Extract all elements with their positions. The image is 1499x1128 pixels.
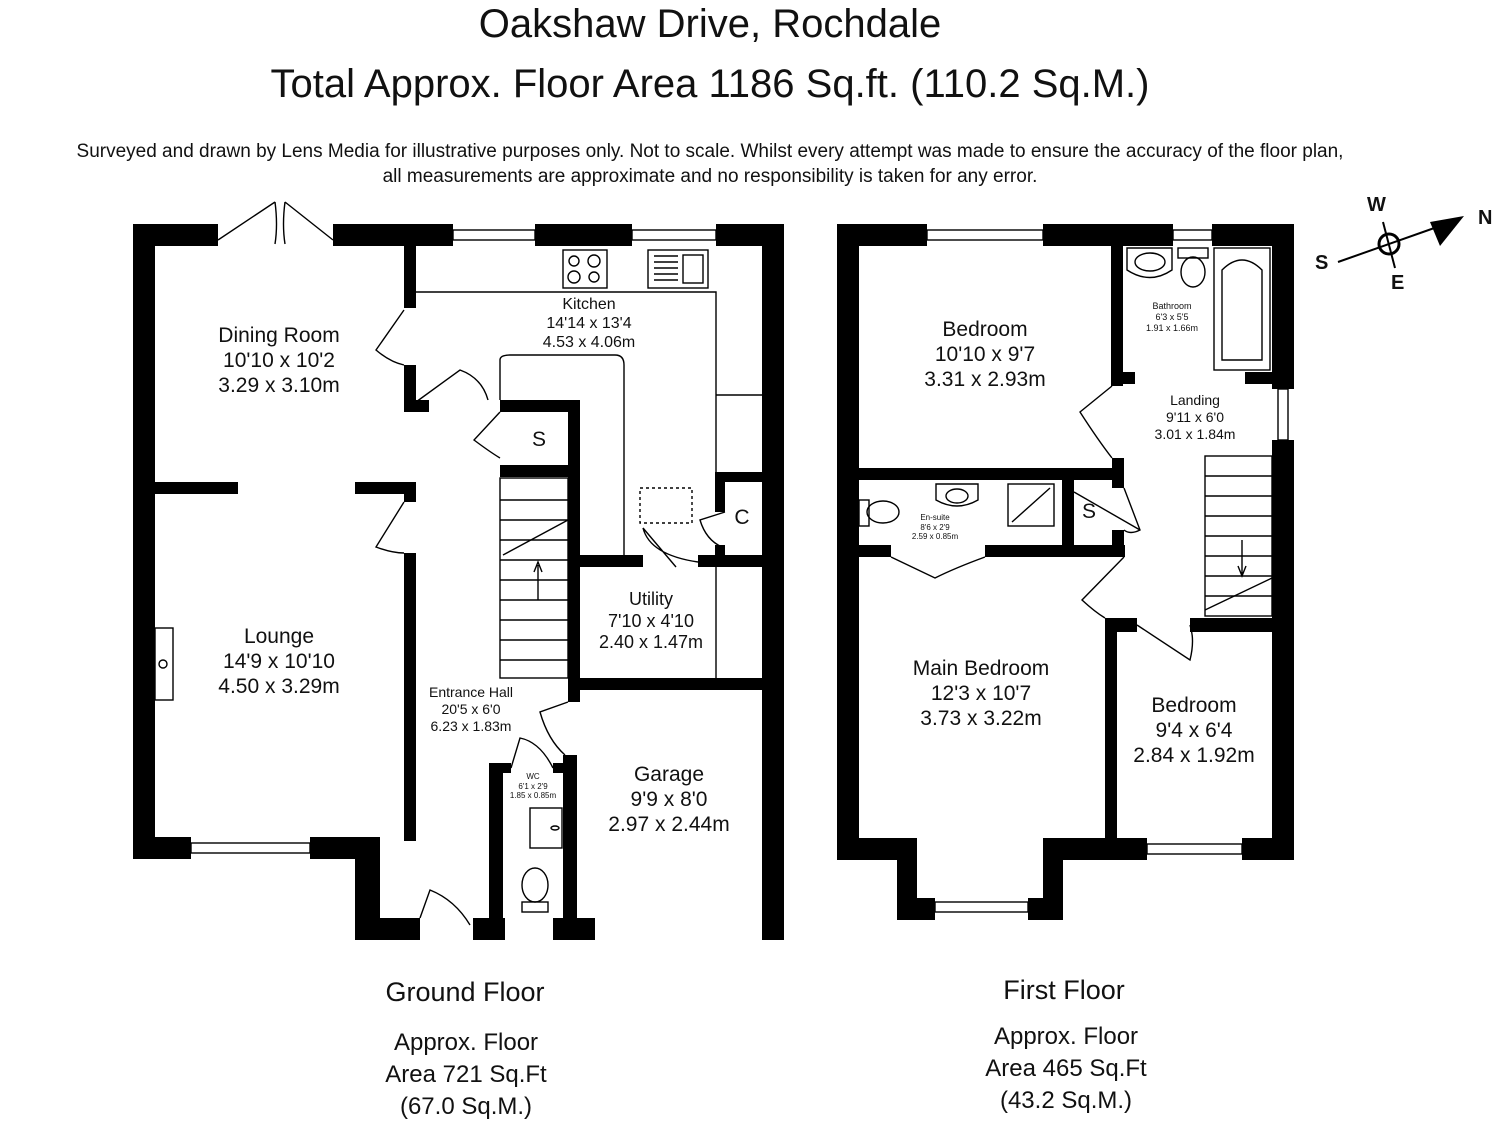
room-metric: 2.97 x 2.44m	[608, 813, 730, 837]
bath-icon	[1214, 248, 1270, 370]
room-label-bedroom-2	[1133, 693, 1254, 769]
room-metric: 4.50 x 3.29m	[218, 675, 340, 699]
compass-south-label: S	[1315, 252, 1329, 274]
room-name: WC	[526, 772, 540, 781]
room-label-cupboard: C	[734, 506, 750, 529]
first-floor-title: First Floor	[1003, 975, 1125, 1005]
ensuite-toilet-icon	[859, 500, 899, 526]
room-name: Dining Room	[218, 324, 340, 347]
room-imperial: 8'6 x 2'9	[920, 522, 950, 532]
room-metric: 3.29 x 3.10m	[218, 374, 340, 398]
room-metric: 2.59 x 0.85m	[911, 532, 959, 542]
room-name: Main Bedroom	[912, 657, 1050, 680]
room-label-landing	[1155, 392, 1236, 442]
bathroom-toilet-icon	[1178, 248, 1208, 287]
room-metric: 1.85 x 0.85m	[509, 791, 557, 801]
wc-basin-icon	[530, 808, 562, 848]
sink-icon	[648, 250, 708, 288]
room-label-store-ground: S	[531, 428, 547, 451]
compass-east-label: E	[1391, 272, 1405, 294]
room-label-bedroom-1	[924, 317, 1045, 393]
ground-floor-area	[385, 1027, 546, 1123]
first-floor-windows	[843, 230, 1288, 912]
room-label-main-bedroom	[913, 656, 1050, 732]
room-label-garage	[608, 762, 729, 838]
room-name: En-suite	[920, 513, 950, 522]
room-imperial: 14'14 x 13'4	[546, 315, 632, 333]
room-label-lounge	[218, 624, 339, 700]
room-label-dining	[218, 323, 339, 399]
room-label-store-first: S	[1081, 500, 1097, 523]
room-metric: 2.84 x 1.92m	[1133, 744, 1255, 768]
area-line-2: Area 465 Sq.Ft	[985, 1055, 1147, 1082]
room-imperial: 12'3 x 10'7	[930, 682, 1032, 706]
wc-toilet-icon	[522, 868, 548, 912]
room-name: Bathroom	[1152, 301, 1192, 311]
area-line-3: (67.0 Sq.M.)	[399, 1093, 533, 1120]
room-label-bathroom	[1146, 301, 1198, 333]
room-label-entrance-hall	[429, 684, 513, 734]
first-floor-area	[985, 1021, 1146, 1117]
room-name: Bedroom	[1151, 694, 1237, 717]
fireplace-icon	[155, 628, 173, 700]
room-imperial: 7'10 x 4'10	[608, 610, 694, 631]
room-imperial: 20'5 x 6'0	[441, 700, 501, 717]
room-name: Landing	[1170, 392, 1220, 408]
first-floor-stairs	[1205, 456, 1272, 616]
total-floor-area: Total Approx. Floor Area 1186 Sq.ft. (110.2 Sq.M.)	[270, 62, 1150, 106]
room-label-ensuite	[912, 513, 958, 542]
room-name: Lounge	[243, 625, 315, 648]
room-name: Entrance Hall	[428, 684, 514, 700]
room-imperial: 6'1 x 2'9	[518, 781, 548, 791]
room-imperial: 6'3 x 5'5	[1155, 311, 1189, 322]
area-line-1: Approx. Floor	[393, 1029, 539, 1056]
room-name: Utility	[629, 589, 673, 609]
room-imperial: 9'4 x 6'4	[1155, 719, 1233, 743]
room-imperial: 9'9 x 8'0	[630, 788, 708, 812]
room-name: Bedroom	[942, 318, 1028, 341]
room-name: Kitchen	[562, 296, 616, 313]
bathroom-basin-icon	[1127, 248, 1172, 278]
ensuite-basin-icon	[936, 484, 978, 506]
area-line-3: (43.2 Sq.M.)	[999, 1087, 1133, 1114]
disclaimer-line-1: Surveyed and drawn by Lens Media for illustrative purposes only. Not to scale. Whilst every attempt was made to ensure the accuracy of the floor plan,	[76, 141, 1344, 162]
hob-icon	[563, 250, 607, 288]
french-doors-icon	[218, 202, 333, 244]
room-name: Garage	[633, 763, 705, 786]
room-imperial: 10'10 x 10'2	[223, 349, 335, 373]
room-metric: 3.01 x 1.84m	[1154, 425, 1236, 442]
first-floor-walls	[837, 224, 1294, 920]
room-imperial: 10'10 x 9'7	[934, 343, 1036, 367]
room-imperial: 9'11 x 6'0	[1165, 408, 1225, 425]
room-metric: 1.91 x 1.66m	[1145, 322, 1199, 333]
area-line-1: Approx. Floor	[993, 1023, 1139, 1050]
plan-title: Oakshaw Drive, Rochdale	[478, 2, 942, 46]
room-label-utility	[599, 589, 703, 654]
room-metric: 3.31 x 2.93m	[924, 368, 1046, 392]
ground-floor-stairs	[500, 478, 568, 678]
area-line-2: Area 721 Sq.Ft	[385, 1061, 547, 1088]
room-metric: 4.53 x 4.06m	[542, 334, 636, 352]
shower-icon	[1008, 484, 1054, 526]
room-metric: 2.40 x 1.47m	[598, 632, 704, 653]
disclaimer-line-2: all measurements are approximate and no responsibility is taken for any error.	[382, 166, 1038, 187]
compass-west-label: W	[1367, 194, 1386, 216]
room-metric: 3.73 x 3.22m	[920, 707, 1042, 731]
room-label-kitchen	[543, 295, 636, 353]
room-metric: 6.23 x 1.83m	[430, 717, 512, 734]
room-imperial: 14'9 x 10'10	[223, 650, 335, 674]
compass-icon	[1338, 216, 1464, 268]
room-label-wc	[510, 772, 556, 801]
compass-north-label: N	[1478, 207, 1493, 229]
ground-floor-title: Ground Floor	[385, 977, 545, 1007]
